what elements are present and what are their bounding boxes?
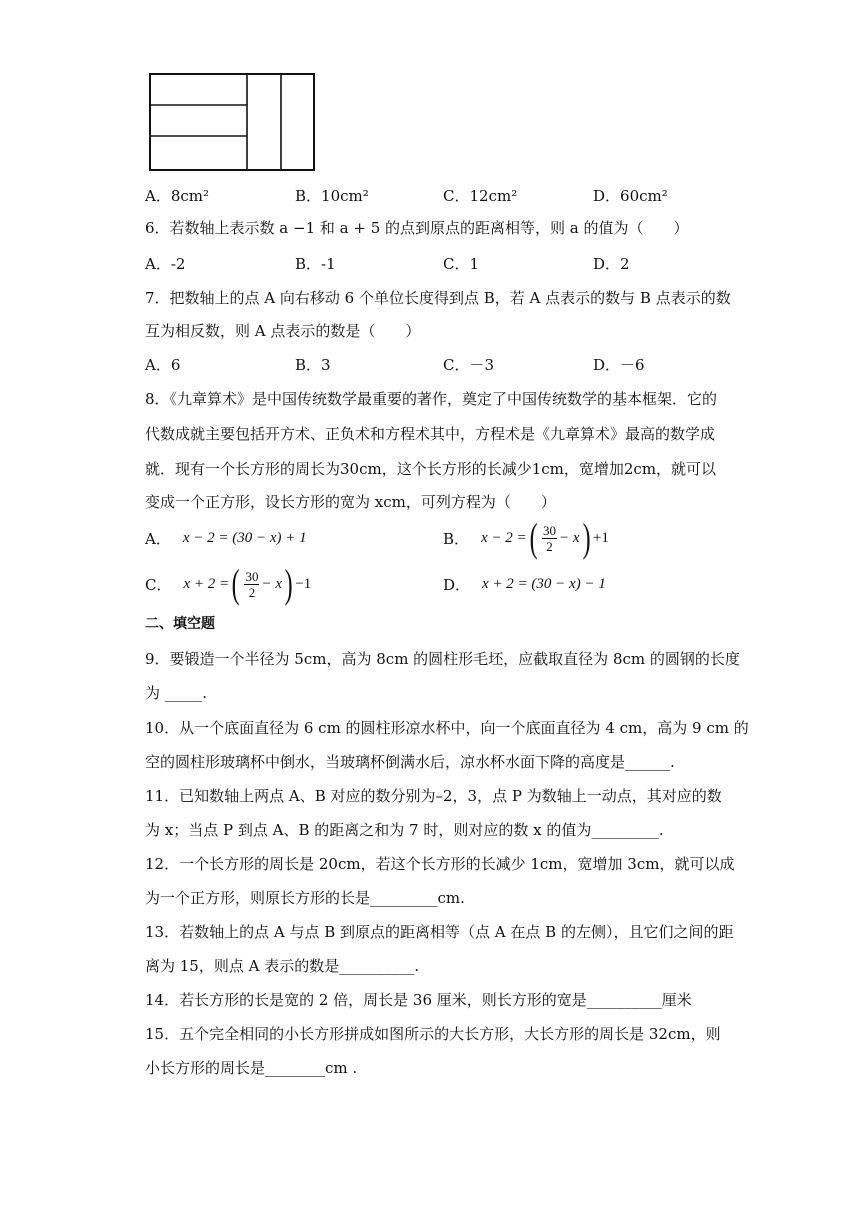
q7-stem-line2: 互为相反数，则 A 点表示的数是（ ）: [145, 322, 421, 340]
q9-stem-line2: 为 _____.: [145, 684, 208, 702]
q8-option-c-left: x + 2 =: [183, 575, 230, 592]
q8-option-c-label: C．: [145, 575, 172, 594]
q6-stem: 6．若数轴上表示数 a −1 和 a + 5 的点到原点的距离相等，则 a 的值为（ ）: [145, 219, 689, 237]
q6-option-d: D．2: [593, 255, 630, 273]
q13-stem-line1: 13．若数轴上的点 A 与点 B 到原点的距离相等（点 A 在点 B 的左侧），且它们之间的距: [145, 923, 734, 941]
q5-option-a: A．8cm²: [145, 187, 210, 205]
q8-stem-line1: 8．《九章算术》是中国传统数学最重要的著作，奠定了中国传统数学的基本框架．它的: [145, 390, 718, 408]
fraction-numerator: 30: [245, 568, 259, 584]
q8-option-b-right: − x: [559, 529, 580, 546]
q6-option-b: B．-1: [295, 255, 336, 273]
q8-option-a: [145, 528, 307, 549]
q12-stem-line2: 为一个正方形，则原长方形的长是_________cm.: [145, 889, 465, 907]
rectangles-figure: [148, 72, 316, 172]
q8-option-a-label: A．: [145, 530, 171, 548]
q11-stem-line2: 为 x；当点 P 到点 A、B 的距离之和为 7 时，则对应的数 x 的值为_________.: [145, 821, 664, 839]
q5-option-b: B．10cm²: [295, 187, 369, 205]
paren-close: ): [284, 561, 293, 606]
q8-option-c-tail: −1: [295, 575, 312, 592]
q10-stem-line1: 10．从一个底面直径为 6 cm 的圆柱形凉水杯中，向一个底面直径为 4 cm，高为 9 cm 的: [145, 719, 749, 737]
paren-close: ): [582, 515, 591, 560]
q7-stem-line1: 7．把数轴上的点 A 向右移动 6 个单位长度得到点 B，若 A 点表示的数与 B 点表示的数: [145, 289, 731, 307]
q11-stem-line1: 11．已知数轴上两点 A、B 对应的数分别为–2，3，点 P 为数轴上一动点，其对应的数: [145, 787, 722, 805]
fraction-numerator: 30: [543, 522, 557, 538]
q8-option-d-expr: x + 2 = (30 − x) − 1: [482, 576, 606, 592]
q15-stem-line2: 小长方形的周长是________cm .: [145, 1059, 358, 1077]
q8-option-b-fraction: [542, 523, 557, 554]
q7-option-a: A．6: [145, 356, 181, 374]
q8-stem-line2: 代数成就主要包括开方术、正负术和方程术其中，方程术是《九章算术》最高的数学成: [145, 425, 716, 443]
q5-option-c: C．12cm²: [443, 187, 518, 205]
q8-stem-line4: 变成一个正方形，设长方形的宽为 xcm，可列方程为（ ）: [145, 493, 556, 511]
q8-option-b: [443, 515, 609, 560]
fraction-denominator: 2: [546, 538, 553, 554]
q6-option-a: A．-2: [145, 255, 186, 273]
q8-stem-line3: 就．现有一个长方形的周长为30cm，这个长方形的长减少1cm，宽增加2cm，就可以: [145, 460, 717, 478]
q6-option-c: C．1: [443, 255, 480, 273]
q12-stem-line1: 12．一个长方形的周长是 20cm，若这个长方形的长减少 1cm，宽增加 3cm，就可以成: [145, 855, 735, 873]
q8-option-a-expr: x − 2 = (30 − x) + 1: [182, 530, 307, 546]
q9-stem-line1: 9．要锻造一个半径为 5cm，高为 8cm 的圆柱形毛坯，应截取直径为 8cm 的圆钢的长度: [145, 650, 740, 668]
section-heading-fill-in: 二、填空题: [145, 616, 215, 632]
q13-stem-line2: 离为 15，则点 A 表示的数是__________.: [145, 957, 419, 975]
q8-option-b-left: x − 2 =: [481, 529, 527, 546]
q7-option-d: D．－6: [593, 356, 645, 374]
q8-option-c: [145, 561, 312, 606]
q8-option-b-label: B．: [443, 529, 470, 548]
q8-option-d: [443, 574, 606, 595]
q8-option-c-fraction: [244, 569, 259, 600]
q7-option-c: C．－3: [443, 356, 495, 374]
q8-option-d-label: D．: [443, 576, 471, 594]
paren-open: (: [231, 561, 240, 606]
q5-option-d: D．60cm²: [593, 187, 668, 205]
q10-stem-line2: 空的圆柱形玻璃杯中倒水，当玻璃杯倒满水后，凉水杯水面下降的高度是______.: [145, 753, 675, 771]
q14-stem-line1: 14．若长方形的长是宽的 2 倍，周长是 36 厘米，则长方形的宽是__________厘米: [145, 991, 692, 1009]
fraction-denominator: 2: [248, 584, 256, 600]
outer-rectangle: [150, 74, 314, 170]
q7-option-b: B．3: [295, 356, 331, 374]
q15-stem-line1: 15．五个完全相同的小长方形拼成如图所示的大长方形，大长方形的周长是 32cm，则: [145, 1025, 721, 1043]
q8-option-c-right: − x: [261, 575, 282, 592]
paren-open: (: [529, 515, 538, 560]
q8-option-b-tail: +1: [592, 529, 609, 546]
